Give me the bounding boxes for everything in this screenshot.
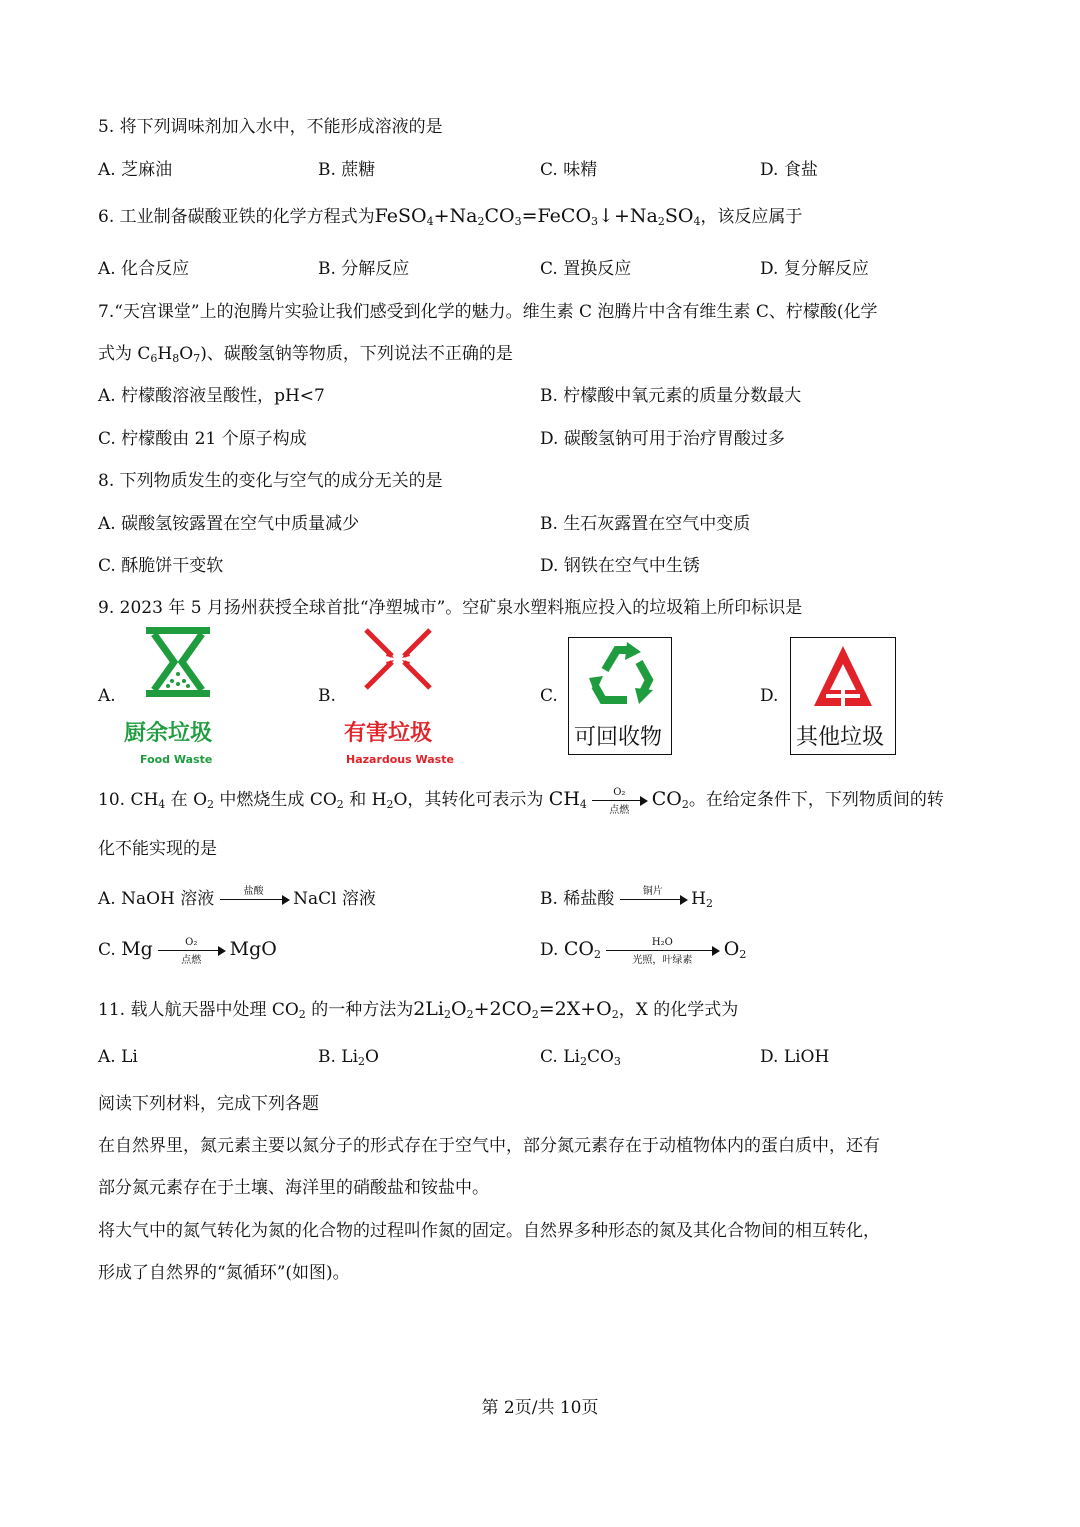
q7-stem-line2: 式为 $C_6H_8O_7$)、碳酸氢钠等物质，下列说法不正确的是 — [98, 344, 513, 365]
q5-option-b: B. 蔗糖 — [318, 160, 376, 180]
hourglass-icon — [142, 624, 214, 700]
material-paragraph-1-line-2: 部分氮元素存在于土壤、海洋里的硝酸盐和铵盐中。 — [98, 1178, 489, 1198]
q7-option-d: D. 碳酸氢钠可用于治疗胃酸过多 — [540, 429, 785, 449]
q8-stem: 8. 下列物质发生的变化与空气的成分无关的是 — [98, 471, 443, 491]
q6-option-b: B. 分解反应 — [318, 259, 410, 279]
other-waste-label: 其他垃圾 — [796, 725, 885, 750]
material-paragraph-2-line-1: 将大气中的氮气转化为氮的化合物的过程叫作氮的固定。自然界多种形态的氮及其化合物间的相互转化， — [98, 1221, 880, 1241]
other-waste-icon — [812, 644, 874, 710]
q10-d-arrow: H₂O 光照，叶绿素 — [606, 950, 718, 952]
q6-option-c: C. 置换反应 — [540, 259, 632, 279]
q7-stem-line1: 7.“天宫课堂”上的泡腾片实验让我们感受到化学的魅力。维生素 C 泡腾片中含有维生素 C、柠檬酸(化学 — [98, 302, 878, 322]
q11-equation: $2Li_2O_2+2CO_2=2X+O_2$ — [413, 998, 619, 1021]
q7-option-b: B. 柠檬酸中氧元素的质量分数最大 — [540, 386, 802, 406]
q9-option-c-label: C. — [540, 686, 558, 706]
page-number: 第 2页/共 10页 — [481, 1398, 599, 1418]
q10-reaction-arrow: O₂ 点燃 — [592, 800, 646, 802]
q6-stem: 6. 工业制备碳酸亚铁的化学方程式为$FeSO_4+Na_2CO_3=FeCO_3↓+Na_2SO_4$，该反应属于 — [98, 205, 803, 228]
q6-option-a: A. 化合反应 — [98, 259, 190, 279]
q10-option-a: A. NaOH 溶液 盐酸 NaCl 溶液 — [98, 885, 376, 909]
q10-c-arrow: O₂ 点燃 — [158, 950, 224, 952]
material-intro: 阅读下列材料，完成下列各题 — [98, 1094, 319, 1114]
q10-option-d: D. $CO_2$ H₂O 光照，叶绿素 $O_2$ — [540, 936, 747, 966]
q10-stem-line2: 化不能实现的是 — [98, 839, 217, 859]
q5-option-a: A. 芝麻油 — [98, 160, 173, 180]
q9-option-b-label: B. — [318, 686, 336, 706]
food-waste-cn-label: 厨余垃圾 — [124, 721, 213, 746]
hazardous-waste-en-label: Hazardous Waste — [346, 753, 454, 766]
q9-option-d-label: D. — [760, 686, 779, 706]
q10-option-c: C. Mg O₂ 点燃 MgO — [98, 936, 277, 966]
recyclable-label: 可回收物 — [574, 725, 663, 750]
q11-option-c: C. $Li_2CO_3$ — [540, 1047, 621, 1068]
q7-option-a: A. 柠檬酸溶液呈酸性，pH<7 — [98, 386, 325, 406]
q5-stem: 5. 将下列调味剂加入水中，不能形成溶液的是 — [98, 117, 443, 137]
q10-stem-line1: 10. $CH_4$ 在 $O_2$ 中燃烧生成 $CO_2$ 和 $H_2O$，其转化可表示为 $CH_4$ O₂ 点燃 $CO_2$。在给定条件下，下列物质间的转 — [98, 786, 944, 816]
q6-equation: $FeSO_4+Na_2CO_3=FeCO_3↓+Na_2SO_4$ — [374, 205, 701, 228]
material-paragraph-1-line-1: 在自然界里，氮元素主要以氮分子的形式存在于空气中，部分氮元素存在于动植物体内的蛋白质中，还有 — [98, 1136, 880, 1156]
food-waste-en-label: Food Waste — [140, 753, 213, 766]
material-paragraph-2-line-2: 形成了自然界的“氮循环”(如图)。 — [98, 1263, 350, 1283]
q11-option-a: A. Li — [98, 1047, 138, 1067]
q8-option-b: B. 生石灰露置在空气中变质 — [540, 514, 751, 534]
q10-a-arrow: 盐酸 — [220, 899, 288, 901]
q8-option-c: C. 酥脆饼干变软 — [98, 556, 224, 576]
q10-option-b: B. 稀盐酸 铜片 $H_2$ — [540, 885, 713, 910]
hazardous-waste-cn-label: 有害垃圾 — [344, 721, 433, 746]
hazardous-cross-icon — [362, 626, 434, 692]
q5-option-c: C. 味精 — [540, 160, 598, 180]
q9-stem: 9. 2023 年 5 月扬州获授全球首批“净塑城市”。空矿泉水塑料瓶应投入的垃圾箱上所印标识是 — [98, 598, 803, 618]
q5-option-d: D. 食盐 — [760, 160, 818, 180]
q11-stem: 11. 载人航天器中处理 $CO_2$ 的一种方法为$2Li_2O_2+2CO_2=2X+O_2$，X 的化学式为 — [98, 998, 739, 1021]
recycle-icon — [583, 640, 657, 710]
q7-option-c: C. 柠檬酸由 21 个原子构成 — [98, 429, 307, 449]
q6-option-d: D. 复分解反应 — [760, 259, 869, 279]
q8-option-d: D. 钢铁在空气中生锈 — [540, 556, 700, 576]
q11-option-d: D. LiOH — [760, 1047, 830, 1067]
q10-b-arrow: 铜片 — [620, 899, 686, 901]
q11-option-b: B. $Li_2O$ — [318, 1047, 379, 1068]
q8-option-a: A. 碳酸氢铵露置在空气中质量减少 — [98, 514, 360, 534]
q9-option-a-label: A. — [98, 686, 116, 706]
